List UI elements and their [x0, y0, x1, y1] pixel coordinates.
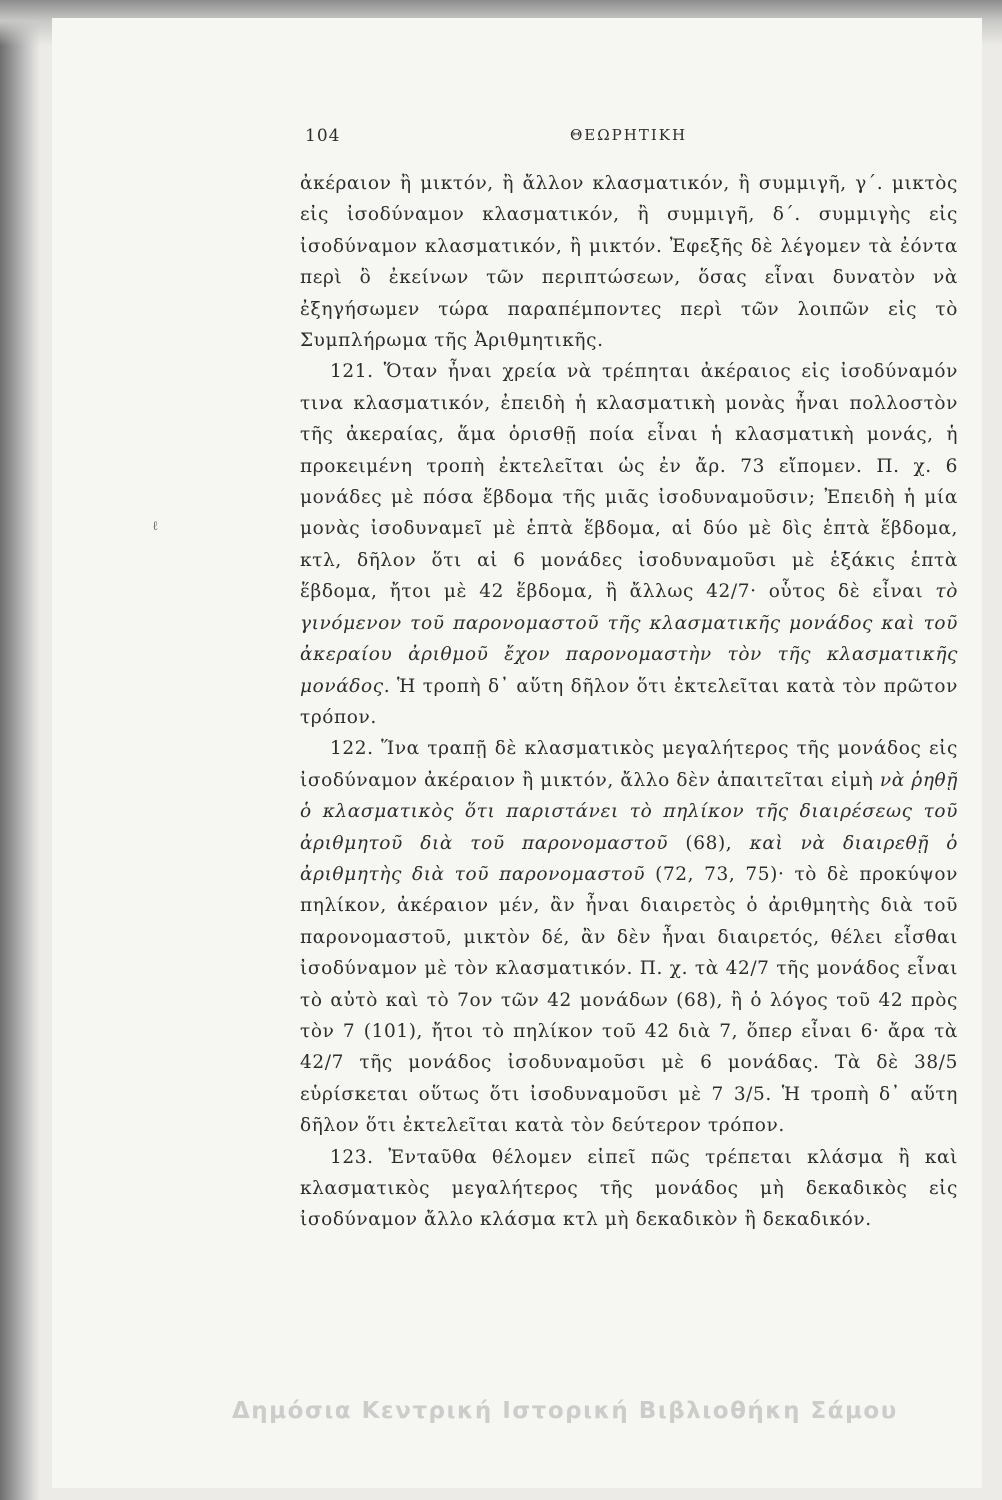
body-text	[300, 168, 958, 1236]
italic-rule-text: νὰ ῥηθῇ ὁ κλασματικὸς ὅτι παριστάνει τὸ πηλίκον τῆς διαιρέσεως τοῦ ἀριθμητοῦ διὰ τοῦ παρονομαστοῦ	[300, 769, 958, 854]
paragraph-122	[300, 733, 958, 1141]
text-segment: ἀκέραιον ἢ μικτόν, ἢ ἄλλον κλασματικόν, ἢ συμμιγῆ, γ΄. μικτὸς εἰς ἰσοδύναμον κλασματικόν, ἢ συμμιγῆ, δ΄. συμμιγὴς εἰς ἰσοδύναμον κλασματικόν, ἢ μικτόν. Ἐφεξῆς δὲ λέγομεν τὰ ἐόντα περὶ ὃ ἐκείνων τῶν περιπτώσεων, ὅσας εἶναι δυνατὸν νὰ ἐξηγήσωμεν τώρα παραπέμποντες περὶ τῶν λοιπῶν εἰς τὸ Συμπλήρωμα τῆς Ἀριθμητικῆς.	[300, 173, 958, 352]
running-title: ΘΕΩΡΗΤΙΚΗ	[570, 126, 688, 144]
text-segment: 123. Ἐνταῦθα θέλομεν εἰπεῖ πῶς τρέπεται κλάσμα ἢ καὶ κλασματικὸς μεγαλήτερος τῆς μονάδος μὴ δεκαδικὸς εἰς ἰσοδύναμον ἄλλο κλάσμα κτλ μὴ δεκαδικὸν ἢ δεκαδικόν.	[300, 1146, 958, 1231]
text-segment: . Ἡ τροπὴ δ᾿ αὕτη δῆλον ὅτι ἐκτελεῖται κατὰ τὸν πρῶτον τρόπον.	[300, 675, 958, 728]
text-segment: (72, 73, 75)· τὸ δὲ προκύψον πηλίκον, ἀκέραιον μέν, ἂν ἦναι διαιρετὸς ὁ ἀριθμητὴς διὰ τοῦ παρονομαστοῦ, μικτὸν δέ, ἂν δὲν ἦναι διαιρετός, θέλει εἶσθαι ἰσοδύναμον μὲ τὸν κλασματικόν. Π. χ. τὰ 42/7 τῆς μονάδος εἶναι τὸ αὐτὸ καὶ τὸ 7ον τῶν 42 μονάδων (68), ἢ ὁ λόγος τοῦ 42 πρὸς τὸν 7 (101), ἤτοι τὸ πηλίκον τοῦ 42 διὰ 7, ὅπερ εἶναι 6· ἄρα τὰ 42/7 τῆς μονάδος ἰσοδυναμοῦσι μὲ 6 μονάδας. Τὰ δὲ 38/5 εὑρίσκεται οὕτως ὅτι ἰσοδυναμοῦσι μὲ 7 3/5. Ἡ τροπὴ δ᾿ αὕτη δῆλον ὅτι ἐκτελεῖται κατὰ τὸν δεύτερον τρόπον.	[300, 863, 958, 1137]
text-segment: 121. Ὅταν ἦναι χρεία νὰ τρέπηται ἀκέραιος εἰς ἰσοδύναμόν τινα κλασματικόν, ἐπειδὴ ἡ κλασματικὴ μονὰς ἦναι πολλοστὸν τῆς ἀκεραίας, ἅμα ὁρισθῇ ποία εἶναι ἡ κλασματικὴ μονάς, ἡ προκειμένη τροπὴ ἐκτελεῖται ὡς ἐν ἄρ. 73 εἴπομεν. Π. χ. 6 μονάδες μὲ πόσα ἕβδομα τῆς μιᾶς ἰσοδυναμοῦσιν; Ἐπειδὴ ἡ μία μονὰς ἰσοδυναμεῖ μὲ ἑπτὰ ἕβδομα, αἱ δύο μὲ δὶς ἑπτὰ ἕβδομα, κτλ, δῆλον ὅτι αἱ 6 μονάδες ἰσοδυναμοῦσι μὲ ἑξάκις ἑπτὰ ἕβδομα, ἤτοι μὲ 42 ἕβδομα, ἢ ἄλλως 42/7· οὗτος δὲ εἶναι	[300, 361, 958, 603]
library-watermark: Δημόσια Κεντρική Ιστορική Βιβλιοθήκη Σάμου	[232, 1398, 898, 1424]
paragraph-intro	[300, 168, 958, 356]
text-segment: 122. Ἵνα τραπῇ δὲ κλασματικὸς μεγαλήτερος τῆς μονάδος εἰς ἰσοδύναμον ἀκέραιον ἢ μικτόν, ἄλλο δὲν ἀπαιτεῖται εἰμὴ	[300, 738, 958, 791]
book-binding-shadow	[0, 0, 40, 1500]
paragraph-121	[300, 356, 958, 733]
page-header	[305, 126, 955, 156]
italic-rule-text: τὸ γινόμενον τοῦ παρονομαστοῦ τῆς κλασματικῆς μονάδος καὶ τοῦ ἀκεραίου ἀριθμοῦ ἔχον παρονομαστὴν τὸν τῆς κλασματικῆς μονάδος	[300, 581, 958, 697]
italic-rule-text: καὶ νὰ διαιρεθῇ ὁ ἀριθμητὴς διὰ τοῦ παρονομαστοῦ	[300, 832, 958, 885]
page-number: 104	[305, 126, 341, 146]
paragraph-123	[300, 1142, 958, 1236]
margin-mark: ℓ	[152, 519, 159, 534]
text-segment: (68),	[668, 832, 750, 854]
